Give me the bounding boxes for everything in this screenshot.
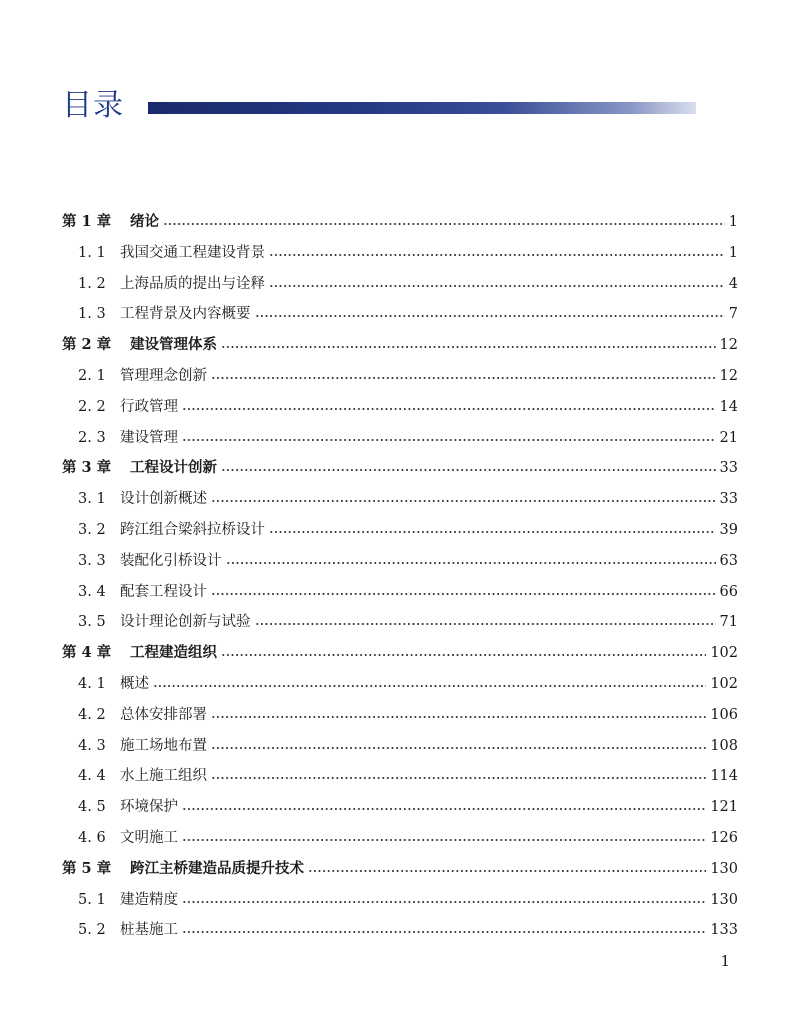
entry-title: 环境保护 [120,799,178,816]
entry-page-number: 114 [710,768,738,785]
entry-title: 我国交通工程建设背景 [120,244,265,261]
entry-title: 上海品质的提出与诠释 [120,275,265,292]
dot-leader [269,279,725,288]
toc-section-entry[interactable] [62,823,738,854]
entry-title: 水上施工组织 [120,768,207,785]
toc-chapter-entry[interactable] [62,330,738,361]
entry-page-number: 108 [710,737,738,754]
dot-leader [211,587,716,596]
toc-section-entry[interactable] [62,700,738,731]
dot-leader [269,525,716,534]
toc-section-entry[interactable] [62,392,738,423]
dot-leader [255,618,716,627]
dot-leader [221,464,716,473]
entry-title: 文明施工 [120,829,178,846]
entry-title: 装配化引桥设计 [120,552,222,569]
entry-number: 2. 3 [78,429,106,446]
toc-section-entry[interactable] [62,792,738,823]
entry-number: 4. 4 [78,768,106,785]
toc-section-entry[interactable] [62,731,738,762]
entry-number: 4. 1 [78,675,106,692]
entry-title: 工程背景及内容概要 [120,306,251,323]
entry-number: 4. 5 [78,799,106,816]
entry-page-number: 130 [710,891,738,908]
toc-section-entry[interactable] [62,607,738,638]
dot-leader [221,648,706,657]
dot-leader [182,802,706,811]
entry-page-number: 63 [719,552,738,569]
toc-section-entry[interactable] [62,577,738,608]
toc-section-entry[interactable] [62,238,738,269]
entry-page-number: 39 [719,521,738,538]
entry-title: 设计创新概述 [120,491,207,508]
entry-title: 管理理念创新 [120,367,207,384]
toc-section-entry[interactable] [62,515,738,546]
page-number: 1 [720,952,730,970]
entry-title: 施工场地布置 [120,737,207,754]
entry-number: 第 4 章 [62,644,112,662]
toc-section-entry[interactable] [62,669,738,700]
entry-title: 配套工程设计 [120,583,207,600]
page-title: 目录 [62,88,124,123]
entry-title: 建设管理体系 [130,336,217,354]
entry-number: 3. 1 [78,491,106,508]
entry-page-number: 12 [719,337,738,354]
entry-number: 1. 2 [78,275,106,292]
title-decoration-bar [148,102,696,114]
entry-page-number: 14 [719,398,738,415]
entry-number: 4. 3 [78,737,106,754]
toc-chapter-entry[interactable] [62,854,738,885]
entry-page-number: 33 [719,460,738,477]
entry-title: 绪论 [130,213,159,230]
entry-title: 工程设计创新 [130,459,217,477]
toc-section-entry[interactable] [62,299,738,330]
dot-leader [211,371,716,380]
entry-title: 总体安排部署 [120,706,207,723]
entry-number: 第 3 章 [62,459,112,477]
entry-number: 3. 4 [78,583,106,600]
entry-title: 工程建造组织 [130,644,217,662]
entry-page-number: 66 [719,583,738,600]
entry-page-number: 126 [710,829,738,846]
entry-page-number: 1 [728,244,738,261]
entry-number: 3. 2 [78,521,106,538]
dot-leader [211,772,706,781]
entry-title: 跨江组合梁斜拉桥设计 [120,521,265,538]
entry-number: 第 5 章 [62,859,112,877]
toc-section-entry[interactable] [62,269,738,300]
toc-chapter-entry[interactable] [62,638,738,669]
entry-number: 3. 5 [78,614,106,631]
entry-title: 设计理论创新与试验 [120,614,251,631]
dot-leader [255,310,725,319]
toc-section-entry[interactable] [62,915,738,946]
dot-leader [269,248,725,257]
entry-title: 建设管理 [120,429,178,446]
dot-leader [182,402,716,411]
entry-page-number: 4 [728,275,738,292]
toc-chapter-entry[interactable] [62,453,738,484]
entry-page-number: 1 [728,214,738,230]
table-of-contents [62,207,738,946]
toc-section-entry[interactable] [62,484,738,515]
entry-number: 2. 2 [78,398,106,415]
toc-section-entry[interactable] [62,546,738,577]
entry-number: 4. 2 [78,706,106,723]
entry-number: 3. 3 [78,552,106,569]
entry-number: 1. 1 [78,244,106,261]
entry-title: 行政管理 [120,398,178,415]
entry-number: 5. 2 [78,922,106,939]
entry-number: 第 2 章 [62,336,112,354]
toc-header [62,86,702,130]
entry-title: 跨江主桥建造品质提升技术 [130,859,304,877]
entry-page-number: 102 [710,645,738,662]
entry-page-number: 130 [710,860,738,877]
dot-leader [211,710,706,719]
entry-page-number: 121 [710,799,738,816]
dot-leader [221,341,716,350]
entry-number: 5. 1 [78,891,106,908]
entry-number: 第 1 章 [62,213,112,230]
dot-leader [211,494,716,503]
entry-title: 建造精度 [120,891,178,908]
toc-section-entry[interactable] [62,423,738,454]
entry-page-number: 33 [719,491,738,508]
entry-number: 2. 1 [78,367,106,384]
toc-chapter-entry[interactable] [62,207,738,238]
entry-page-number: 133 [710,922,738,939]
dot-leader [226,556,716,565]
dot-leader [163,217,725,226]
entry-page-number: 12 [719,367,738,384]
entry-title: 概述 [120,675,149,692]
toc-section-entry[interactable] [62,885,738,916]
entry-page-number: 102 [710,675,738,692]
entry-page-number: 106 [710,706,738,723]
dot-leader [182,433,716,442]
toc-section-entry[interactable] [62,761,738,792]
dot-leader [153,679,706,688]
entry-page-number: 21 [719,429,738,446]
dot-leader [308,864,706,873]
entry-number: 1. 3 [78,306,106,323]
entry-page-number: 71 [719,614,738,631]
dot-leader [182,833,706,842]
dot-leader [182,895,706,904]
entry-number: 4. 6 [78,829,106,846]
entry-title: 桩基施工 [120,922,178,939]
dot-leader [182,926,706,935]
entry-page-number: 7 [728,306,738,323]
dot-leader [211,741,706,750]
toc-section-entry[interactable] [62,361,738,392]
